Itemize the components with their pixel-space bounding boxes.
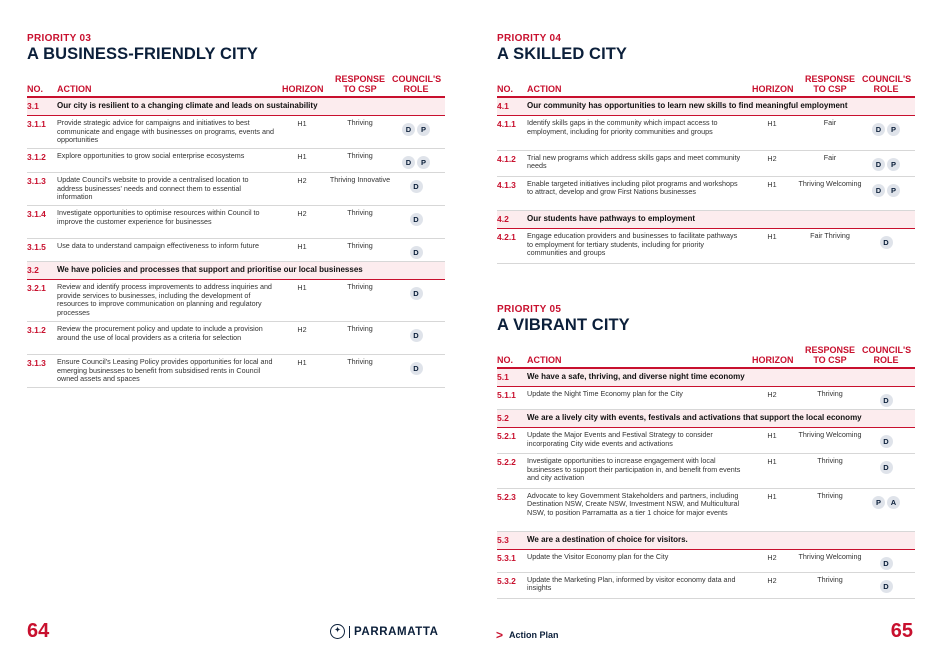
role-badge: P: [887, 158, 900, 171]
group-number: 5.2: [497, 413, 509, 423]
role-badge: D: [410, 213, 423, 226]
logo-text: PARRAMATTA: [354, 625, 439, 638]
role-badges: [392, 119, 440, 137]
group-title: We have a safe, thriving, and diverse night time economy: [527, 372, 745, 381]
table-row: [497, 151, 915, 177]
horizon-value: H1: [767, 232, 777, 241]
priority-label: PRIORITY 03: [27, 33, 92, 44]
response-value: Thriving: [347, 282, 373, 291]
response-value: Thriving: [347, 324, 373, 333]
response-value: Thriving Welcoming: [798, 551, 862, 561]
role-badges: [862, 431, 910, 449]
page-number-left: 64: [27, 620, 50, 642]
group-title: We are a destination of choice for visitors.: [527, 534, 688, 544]
role-badges: [392, 176, 440, 194]
action-number: 5.3.2: [497, 575, 516, 586]
horizon-value: H1: [767, 119, 777, 128]
response-value: Thriving: [347, 208, 373, 217]
horizon-value: H1: [297, 283, 307, 292]
horizon-value: H1: [767, 457, 777, 466]
action-number: 5.3.1: [497, 552, 516, 563]
role-badge: D: [880, 394, 893, 407]
role-badge: P: [872, 496, 885, 509]
group-title: Our community has opportunities to learn new skills to find meaningful employment: [527, 101, 848, 110]
table-row: [27, 355, 445, 388]
group-title: We have policies and processes that support and prioritise our local businesses: [57, 265, 363, 274]
response-value: Thriving: [817, 490, 843, 500]
right-page: [470, 0, 940, 665]
role-badges: [392, 283, 440, 301]
role-badge: D: [872, 184, 885, 197]
group-row: [497, 369, 915, 387]
response-value: Fair: [823, 118, 837, 127]
priority-04-section: [497, 33, 915, 264]
table-row: [497, 177, 915, 212]
horizon-value: H1: [297, 119, 307, 128]
priority-label: PRIORITY 05: [497, 304, 562, 315]
group-title: Our students have pathways to employment: [527, 214, 696, 223]
table-row: [497, 428, 915, 454]
group-number: 5.1: [497, 372, 509, 382]
role-badge: D: [402, 156, 415, 169]
action-text: Update the Major Events and Festival Strategy to consider incorporating City wide events and activations: [527, 430, 713, 448]
action-number: 3.1.2: [27, 325, 46, 335]
role-badge: D: [410, 329, 423, 342]
horizon-value: H1: [767, 179, 777, 189]
horizon-value: H2: [767, 575, 777, 585]
action-text: Update the Visitor Economy plan for the City: [527, 551, 669, 561]
response-value: Thriving Welcoming: [798, 430, 862, 439]
group-row: [27, 98, 445, 116]
action-number: 4.1.1: [497, 119, 516, 129]
response-value: Thriving: [347, 357, 373, 366]
table-row: [27, 322, 445, 355]
horizon-value: H1: [297, 242, 307, 251]
horizon-value: H1: [767, 431, 777, 440]
role-badge: P: [417, 156, 430, 169]
table-row: [27, 239, 445, 262]
response-value: Thriving: [347, 241, 373, 250]
priority-label: PRIORITY 04: [497, 33, 562, 44]
role-badges: [392, 325, 440, 343]
table-row: [497, 387, 915, 410]
role-badges: [862, 390, 910, 408]
logo-divider: [349, 626, 350, 638]
table-row: [27, 206, 445, 239]
role-badge: D: [410, 287, 423, 300]
horizon-value: H2: [767, 390, 777, 399]
action-text: Update the Marketing Plan, informed by visitor economy data and insights: [527, 574, 736, 592]
action-number: 3.1.3: [27, 358, 46, 368]
role-badges: [862, 232, 910, 250]
role-badge: D: [880, 435, 893, 448]
horizon-value: H2: [297, 325, 307, 334]
group-row: [497, 211, 915, 229]
response-value: Fair: [823, 152, 837, 162]
response-value: Thriving: [347, 151, 373, 160]
role-badges: [862, 154, 910, 172]
horizon-value: H1: [767, 491, 777, 501]
col-header-no: NO.: [497, 84, 514, 94]
action-text: Investigate opportunities to increase engagement with local businesses to support their participation in, and benefit from events and city activation: [527, 456, 741, 482]
action-number: 3.2.1: [27, 283, 46, 293]
response-value: Thriving: [817, 456, 843, 465]
role-badge: D: [880, 580, 893, 593]
action-number: 4.2.1: [497, 232, 516, 242]
role-badge: D: [872, 123, 885, 136]
action-number: 3.1.1: [27, 119, 46, 129]
action-number: 3.1.3: [27, 176, 46, 186]
chevron-right-icon: >: [496, 628, 504, 642]
col-header-role: COUNCIL'S ROLE: [392, 74, 442, 94]
col-header-action: ACTION: [57, 84, 92, 94]
table-row: [497, 489, 915, 532]
priority-title: A VIBRANT CITY: [497, 316, 630, 334]
group-row: [27, 262, 445, 280]
action-text: Investigate opportunities to optimise resources within Council to improve the customer experience for businesses: [57, 208, 260, 226]
action-text: Advocate to key Government Stakeholders and partners, including Destination NSW, Create NSW, Investment NSW, and Multicultural NSW, to position Parramatta as a tier 1 choice for major events: [527, 490, 740, 517]
col-header-no: NO.: [497, 355, 514, 365]
response-value: Fair Thriving: [810, 231, 850, 240]
role-badges: [862, 457, 910, 475]
role-badges: [392, 358, 440, 376]
table-header: [27, 68, 445, 98]
group-number: 5.3: [497, 534, 509, 545]
table-row: [27, 280, 445, 322]
role-badges: [392, 152, 440, 170]
action-text: Enable targeted initiatives including pilot programs and workshops to attract, develop and grow First Nations businesses: [527, 178, 738, 196]
priority-title: A SKILLED CITY: [497, 45, 628, 63]
col-header-action: ACTION: [527, 84, 562, 94]
horizon-value: H2: [767, 153, 777, 163]
role-badges: [392, 242, 440, 260]
footer-nav[interactable]: [496, 628, 559, 642]
table-row: [27, 173, 445, 206]
role-badges: [862, 119, 910, 137]
priority-05-section: [497, 304, 915, 599]
horizon-value: H1: [297, 358, 307, 367]
table-row: [497, 454, 915, 489]
group-number: 4.1: [497, 101, 509, 111]
action-text: Update Council's website to provide a centralised location to address businesses' needs and connect them to essential information: [57, 175, 249, 201]
group-number: 3.1: [27, 101, 39, 111]
role-badge: D: [410, 246, 423, 259]
role-badge: D: [880, 236, 893, 249]
action-number: 5.2.2: [497, 457, 516, 467]
response-value: Thriving: [817, 574, 843, 584]
page-number-right: 65: [890, 620, 913, 642]
action-text: Provide strategic advice for campaigns and initiatives to best communicate and engage with businesses on programs, events and opportunities: [57, 118, 274, 144]
horizon-value: H2: [767, 552, 777, 562]
table-row: [497, 573, 915, 599]
role-badges: [862, 180, 910, 198]
col-header-no: NO.: [27, 84, 44, 94]
group-row: [497, 410, 915, 428]
action-text: Review the procurement policy and update to include a provision around the use of local providers as a criteria for selection: [57, 324, 263, 342]
action-text: Engage education providers and businesses to facilitate pathways to employment for tertiary students, including for priority communities and groups: [527, 231, 738, 257]
group-number: 3.2: [27, 265, 39, 275]
action-number: 5.1.1: [497, 390, 516, 400]
col-header-response: RESPONSE TO CSP: [334, 74, 385, 94]
footer-section-label: Action Plan: [509, 630, 559, 640]
role-badges: [862, 553, 910, 571]
role-badges: [862, 576, 910, 594]
action-number: 3.1.5: [27, 242, 46, 252]
col-header-response: RESPONSE TO CSP: [804, 345, 855, 365]
role-badge: D: [880, 557, 893, 570]
horizon-value: H1: [297, 152, 307, 161]
role-badge: D: [402, 123, 415, 136]
city-emblem-icon: ✦: [330, 624, 345, 639]
role-badge: D: [410, 180, 423, 193]
action-text: Trial new programs which address skills gaps and meet community needs: [527, 152, 741, 170]
col-header-role: COUNCIL'S ROLE: [862, 345, 912, 365]
table-row: [497, 229, 915, 264]
col-header-action: ACTION: [527, 355, 562, 365]
response-value: Thriving: [817, 389, 843, 398]
action-text: Explore opportunities to grow social enterprise ecosystems: [57, 151, 245, 160]
role-badge: D: [410, 362, 423, 375]
role-badge: D: [880, 461, 893, 474]
col-header-horizon: HORIZON: [752, 84, 794, 94]
action-number: 5.2.1: [497, 431, 516, 441]
parramatta-logo: [330, 624, 439, 639]
table-header: [497, 68, 915, 98]
role-badge: D: [872, 158, 885, 171]
group-row: [497, 98, 915, 116]
role-badge: P: [887, 123, 900, 136]
response-value: Thriving Welcoming: [798, 178, 862, 188]
action-text: Identify skills gaps in the community which impact access to employment, including for priority communities and groups: [527, 118, 718, 136]
role-badges: [392, 209, 440, 227]
group-title: We are a lively city with events, festivals and activations that support the local economy: [527, 413, 862, 422]
role-badge: P: [887, 184, 900, 197]
horizon-value: H2: [297, 176, 307, 185]
col-header-horizon: HORIZON: [752, 355, 794, 365]
action-text: Review and identify process improvements to address inquiries and provide services to businesses, including the development of resources to improve communication on planning and regulatory processes: [57, 282, 272, 317]
role-badges: [862, 492, 910, 510]
role-badge: A: [887, 496, 900, 509]
group-row: [497, 532, 915, 550]
col-header-response: RESPONSE TO CSP: [804, 74, 855, 94]
col-header-horizon: HORIZON: [282, 84, 324, 94]
action-number: 4.1.3: [497, 179, 516, 190]
action-number: 3.1.4: [27, 209, 46, 219]
action-text: Ensure Council's Leasing Policy provides opportunities for local and emerging businesses to benefit from subsidised rents in Council owned assets and spaces: [57, 357, 273, 383]
action-number: 3.1.2: [27, 152, 46, 162]
table-row: [27, 149, 445, 173]
table-row: [497, 116, 915, 151]
priority-03-section: [27, 33, 445, 388]
response-value: Thriving Innovative: [329, 175, 391, 184]
action-number: 5.2.3: [497, 491, 516, 502]
table-header: [497, 339, 915, 369]
col-header-role: COUNCIL'S ROLE: [862, 74, 912, 94]
table-row: [27, 116, 445, 149]
action-text: Update the Night Time Economy plan for the City: [527, 389, 683, 398]
response-value: Thriving: [347, 118, 373, 127]
priority-title: A BUSINESS-FRIENDLY CITY: [27, 45, 258, 63]
table-row: [497, 550, 915, 573]
group-number: 4.2: [497, 214, 509, 224]
group-title: Our city is resilient to a changing climate and leads on sustainability: [57, 101, 318, 110]
horizon-value: H2: [297, 209, 307, 218]
action-text: Use data to understand campaign effectiveness to inform future: [57, 241, 260, 250]
role-badge: P: [417, 123, 430, 136]
action-number: 4.1.2: [497, 153, 516, 164]
